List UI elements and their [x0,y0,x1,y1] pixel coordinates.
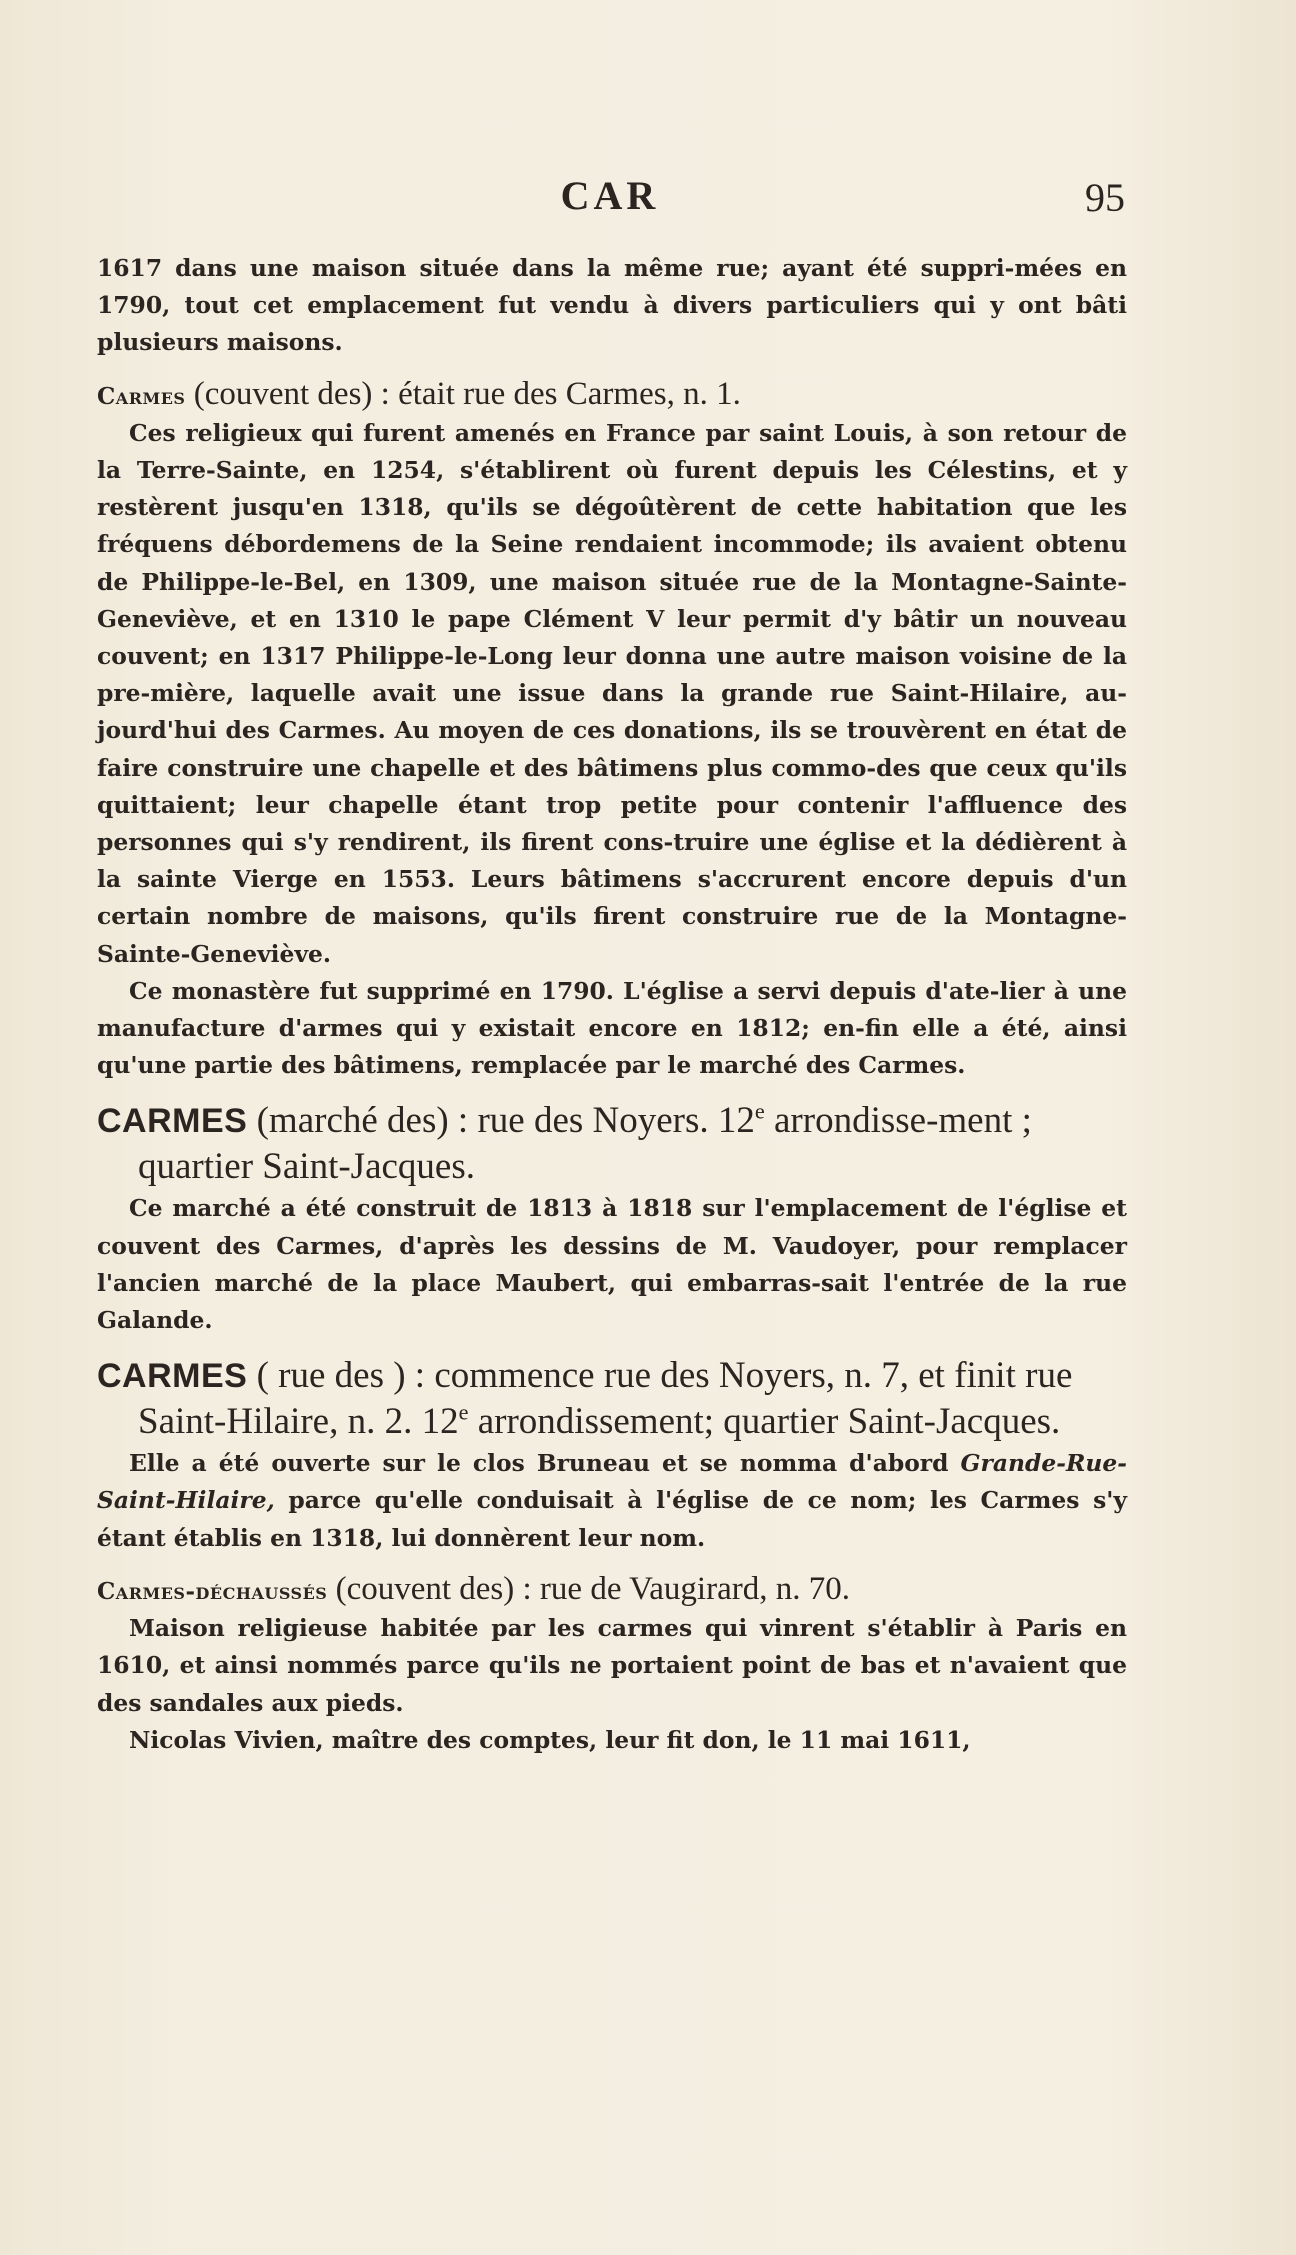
paragraph-text: parce qu'elle conduisait à l'église de ce nom; les Carmes s'y étant établis en 1318, lui donnèrent leur nom. [97,1486,1127,1552]
entry-keyword: CARMES [97,1357,248,1396]
paragraph: Nicolas Vivien, maître des comptes, leur fit don, le 11 mai 1611, [129,1725,971,1754]
entry-heading-text: arrondissement; quartier Saint-Jacques. [468,1401,1061,1443]
ordinal-superscript: e [458,1399,469,1425]
paragraph-text: Elle a été ouverte sur le clos Bruneau et se nomma d'abord [129,1449,961,1478]
running-head: CAR [560,173,660,218]
entry-heading [97,376,1127,415]
entry-heading [97,1098,1127,1190]
italic-street-name: Grande-Rue-Saint-Hilaire, [97,1449,1127,1515]
paragraph: Ces religieux qui furent amenés en France par saint Louis, à son retour de la Terre-Sainte, en 1254, s'établirent où furent depuis les Célestins, et y restèrent jusqu'en 1318, qu'ils se dégoûtèrent de cette habitation que les fréquens débordemens de la Seine rendaient incommode; ils avaient obtenu de Philippe-le-Bel, en 1309, une maison située rue de la Montagne-Sainte-Geneviève, et en 1310 le pape Clément V leur permit d'y bâtir un nouveau couvent; en 1317 Philippe-le-Long leur donna une autre maison voisine de la pre-mière, laquelle avait une issue dans la grande rue Saint-Hilaire, au-jourd'hui des Carmes. Au moyen de ces donations, ils se trouvèrent en état de faire construire une chapelle et des bâtimens plus commo-des que ceux qu'ils quittaient; leur chapelle étant trop petite pour contenir l'affluence des personnes qui s'y rendirent, ils firent cons-truire une église et la dédièrent à la sainte Vierge en 1553. Leurs bâtimens s'accrurent encore depuis d'un certain nombre de maisons, qu'ils firent construire rue de la Montagne-Sainte-Geneviève. [97,418,1127,968]
entry-heading-text: arrondisse-ment ; quartier Saint-Jacques. [138,1100,1032,1188]
entry-heading-text: (couvent des) : rue de Vaugirard, n. 70. [327,1570,850,1607]
paragraph: 1617 dans une maison située dans la même rue; ayant été suppri-mées en 1790, tout cet emplacement fut vendu à divers particuliers qui y ont bâti plusieurs maisons. [97,254,1127,357]
paragraph [97,1445,1127,1557]
entry-heading-text: ( rue des ) : commence rue des Noyers, n. 7, et finit rue Saint-Hilaire, n. 2. 12 [138,1355,1073,1443]
body-text [97,250,1127,1759]
entry-heading-text: (marché des) : rue des Noyers. 12 [247,1100,755,1142]
page-number: 95 [1085,175,1125,220]
paragraph: Ce marché a été construit de 1813 à 1818 sur l'emplacement de l'église et couvent des Carmes, d'après les dessins de M. Vaudoyer, pour remplacer l'ancien marché de la place Maubert, qui embarras-sait l'entrée de la rue Galande. [97,1194,1127,1335]
entry-keyword: CARMES [97,1102,248,1141]
page-header [95,172,1125,232]
paragraph: Maison religieuse habitée par les carmes qui vinrent s'établir à Paris en 1610, et ainsi nommés parce qu'ils ne portaient point de bas et n'avaient que des sandales aux pieds. [97,1614,1127,1717]
entry-keyword: Carmes [97,382,186,410]
entry-heading-text: (couvent des) : était rue des Carmes, n. 1. [185,375,741,412]
entry-heading [97,1353,1127,1445]
entry-keyword: Carmes-déchaussés [97,1577,328,1605]
ordinal-superscript: e [754,1099,765,1125]
paragraph: Ce monastère fut supprimé en 1790. L'église a servi depuis d'ate-lier à une manufacture d'armes qui y existait encore en 1812; en-fin elle a été, ainsi qu'une partie des bâtimens, remplacée par le marché des Carmes. [97,976,1127,1080]
entry-heading [97,1571,1127,1610]
